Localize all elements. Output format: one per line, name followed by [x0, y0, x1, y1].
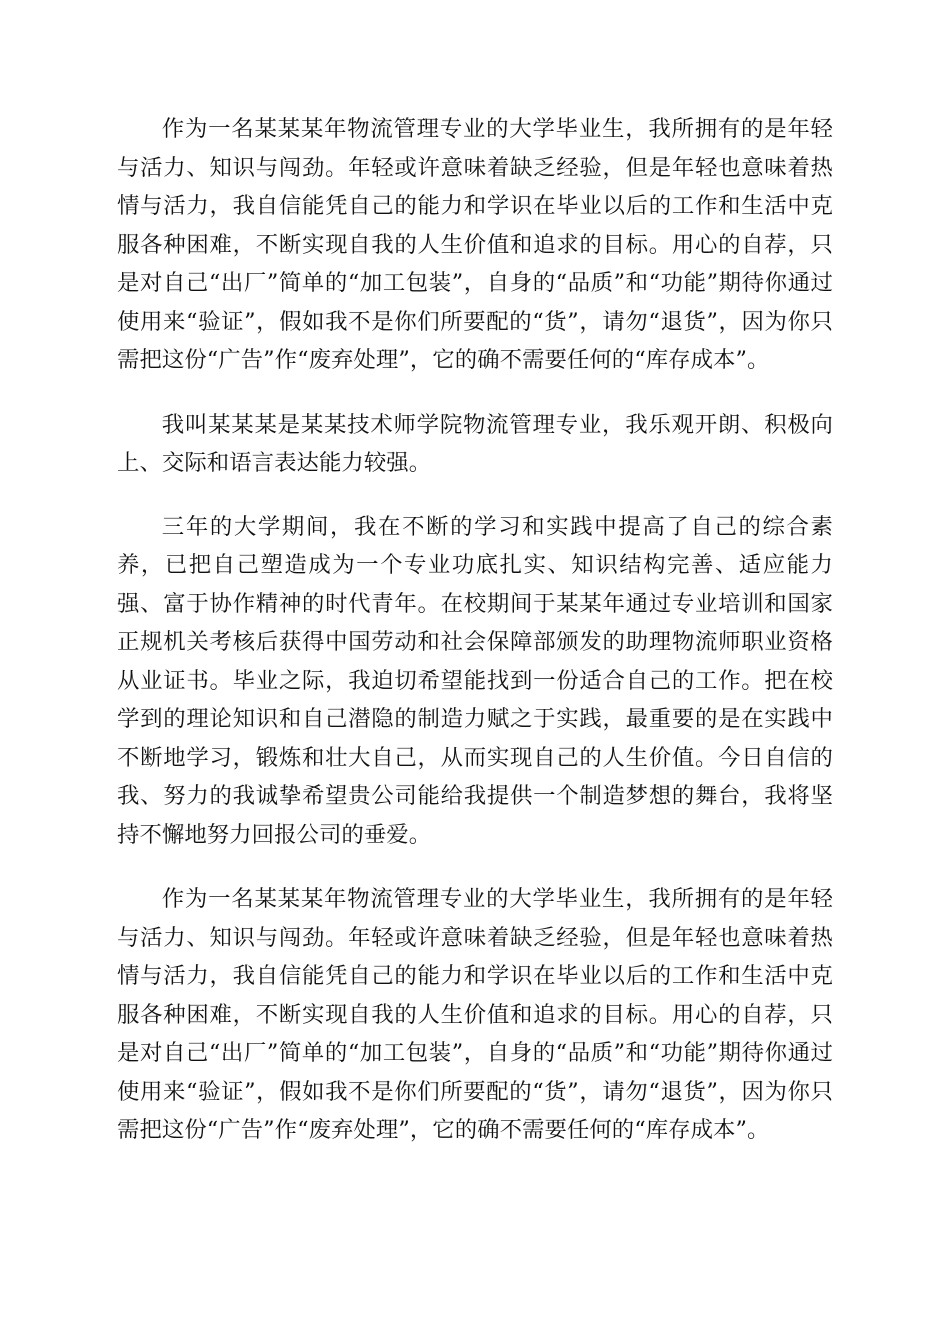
document-body — [117, 110, 833, 1176]
paragraph-university-experience: 三年的大学期间，我在不断的学习和实践中提高了自己的综合素养，已把自己塑造成为一个专业功底扎实、知识结构完善、适应能力强、富于协作精神的时代青年。在校期间于某某年通过专业培训和国家正规机关考核后获得中国劳动和社会保障部颁发的助理物流师职业资格从业证书。毕业之际，我迫切希望能找到一份适合自己的工作。把在校学到的理论知识和自己潜隐的制造力赋之于实践，最重要的是在实践中不断地学习，锻炼和壮大自己，从而实现自己的人生价值。今日自信的我、努力的我诚挚希望贵公司能给我提供一个制造梦想的舞台，我将坚持不懈地努力回报公司的垂爱。 — [117, 513, 833, 848]
paragraph-intro-repeat: 作为一名某某某年物流管理专业的大学毕业生，我所拥有的是年轻与活力、知识与闯劲。年轻或许意味着缺乏经验，但是年轻也意味着热情与活力，我自信能凭自己的能力和学识在毕业以后的工作和生活中克服各种困难，不断实现自我的人生价值和追求的目标。用心的自荐，只是对自己“出厂”简单的“加工包装”，自身的“品质”和“功能”期待你通过使用来“验证”，假如我不是你们所要配的“货”，请勿“退货”，因为你只需把这份“广告”作“废弃处理”，它的确不需要任何的“库存成本”。 — [117, 886, 833, 1143]
paragraph-intro: 作为一名某某某年物流管理专业的大学毕业生，我所拥有的是年轻与活力、知识与闯劲。年轻或许意味着缺乏经验，但是年轻也意味着热情与活力，我自信能凭自己的能力和学识在毕业以后的工作和生活中克服各种困难，不断实现自我的人生价值和追求的目标。用心的自荐，只是对自己“出厂”简单的“加工包装”，自身的“品质”和“功能”期待你通过使用来“验证”，假如我不是你们所要配的“货”，请勿“退货”，因为你只需把这份“广告”作“废弃处理”，它的确不需要任何的“库存成本”。 — [117, 116, 833, 373]
paragraph-self-introduction: 我叫某某某是某某技术师学院物流管理专业，我乐观开朗、积极向上、交际和语言表达能力较强。 — [117, 411, 833, 476]
